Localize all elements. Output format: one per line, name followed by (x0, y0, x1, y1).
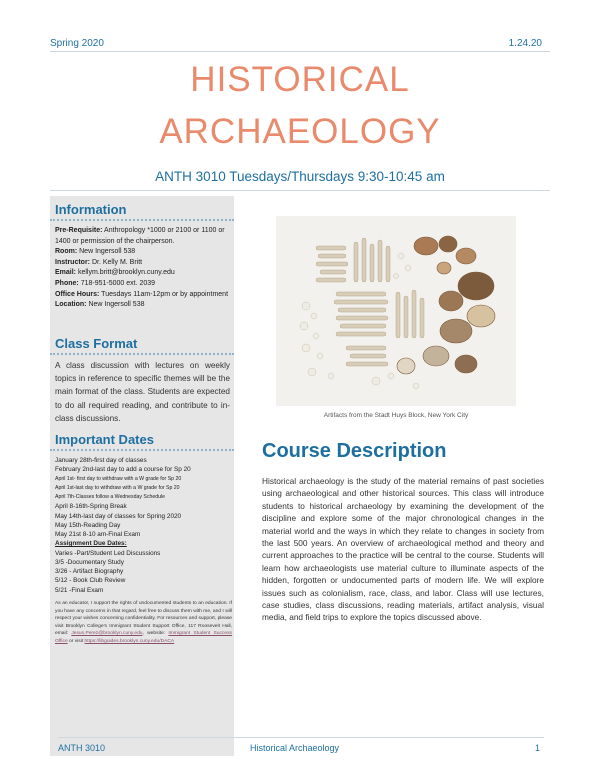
phone-value: 718-951-5000 ext. 2039 (80, 279, 156, 287)
office-hours-value: Tuesdays 11am-12pm or by appointment (101, 290, 229, 298)
subtitle-divider (50, 190, 550, 191)
office-hours-label: Office Hours: (55, 290, 100, 298)
note-email-link[interactable]: Jesus.Perez@brooklyn.cuny.edu (71, 631, 143, 637)
class-format-body: A class discussion with lectures on weekly topics in reference to specific themes will be the main format of the class. Students are expected to do all required reading, and contribute to in-class discussions. (55, 361, 230, 423)
course-description-heading: Course Description (262, 440, 447, 462)
important-dates-divider (50, 449, 234, 451)
room-value: New Ingersoll 538 (79, 248, 136, 256)
course-subtitle: ANTH 3010 Tuesdays/Thursdays 9:30-10:45 am (155, 169, 445, 184)
phone-label: Phone: (55, 279, 79, 287)
header-semester: Spring 2020 (50, 38, 104, 49)
information-divider (50, 219, 234, 221)
course-description-body: Historical archaeology is the study of the material remains of past societies using archaeological and other historical sources. This class will introduce students to historical archaeology by examining the development of the discipline and explore some of the major chronological changes in the material world and the ways in which they relate to changes in society from the last 500 years. An overview of archaeological method and theory and current approaches to the practice will be central to the course. Students will learn how archaeologists use material culture to illuminate aspects of the hidden, forgotten or undocumented parts of modern life. We will explore issues such as colonialism, race, class, and labor. Class will use lectures, case studies, class discussions, reading materials, artifact analysis, visual media, and field trips to explore the topics discussed above. (262, 476, 544, 623)
email-label: Email: (55, 269, 77, 277)
date-item: May 21st 8-10 am-Final Exam (55, 531, 141, 538)
page-title-line1: HISTORICAL (190, 60, 410, 99)
photo-caption: Artifacts from the Stadt Huys Block, New York City (323, 412, 469, 419)
important-dates-list (55, 456, 235, 595)
location-row (55, 300, 230, 311)
header-date: 1.24.20 (508, 38, 542, 49)
class-format-divider (50, 353, 234, 355)
artifacts-illustration (276, 216, 516, 406)
note-website-label: , website: (142, 631, 166, 637)
footer-course-code: ANTH 3010 (58, 743, 106, 753)
footer-course-name: Historical Archaeology (250, 743, 340, 753)
important-dates-heading: Important Dates (55, 432, 154, 447)
footer-divider (58, 737, 544, 738)
date-item: May 15th-Reading Day (55, 521, 121, 529)
instructor-row (55, 258, 230, 269)
date-item: April 8-16th-Spring Break (55, 503, 127, 511)
date-item: April 1st-last day to withdraw with a W grade for Sp 20 (55, 484, 180, 491)
date-item: April 7th-Classes follow a Wednesday Schedule (55, 494, 166, 500)
date-item: April 1st- first day to withdraw with a W grade for Sp 20 (55, 475, 182, 482)
note-url-link[interactable]: https://libguides.brooklyn.cuny.edu/DACA (84, 638, 175, 644)
instructor-value: Dr. Kelly M. Britt (91, 258, 143, 266)
date-item: January 28th-first day of classes (55, 457, 147, 464)
note-or-visit: or visit (69, 638, 84, 644)
location-label: Location: (55, 301, 87, 309)
class-format-heading: Class Format (55, 336, 138, 351)
email-value[interactable]: kellym.britt@brooklyn.cuny.edu (77, 269, 175, 277)
note-website-link[interactable]: Immigrant Student Success Office (55, 631, 232, 644)
location-value: New Ingersoll 538 (88, 301, 145, 309)
assignment-item: 3/5 -Documentary Study (55, 558, 124, 566)
prereq-label: Pre-Requisite: (55, 227, 103, 234)
assignment-item: 5/12 - Book Club Review (55, 577, 126, 585)
assignment-item: Varies -Part/Student Led Discussions (55, 549, 161, 557)
artifacts-photo (276, 216, 516, 406)
room-label: Room: (55, 248, 78, 256)
phone-row (55, 279, 230, 290)
prereq-value: Anthropology *1000 or 2100 or 1100 or 1400 or permission of the chairperson. (55, 227, 225, 245)
email-row (55, 268, 230, 279)
sidebar (50, 196, 234, 756)
office-hours-row (55, 290, 230, 301)
undocumented-students-note (55, 600, 232, 646)
assignment-item: 3/26 - Artifact Biography (55, 568, 124, 575)
prereq-row (55, 226, 230, 247)
date-item: February 2nd-last day to add a course for Sp 20 (55, 466, 191, 474)
instructor-label: Instructor: (55, 258, 90, 266)
assignment-due-heading: Assignment Due Dates: (55, 540, 127, 548)
note-text: As an educator, I support the rights of undocumented students to an education. If you have any concerns in that regard, feel free to discuss them with me, and I will respect your wishes concerning confidentiality. For resources and support, please visit Brooklyn College's Immigrant Student Support Office, 117 Roosevelt Hall, email: (55, 601, 232, 637)
room-row (55, 247, 230, 258)
footer-page-number: 1 (534, 743, 540, 753)
information-block (55, 226, 230, 311)
page-title-line2: ARCHAEOLOGY (159, 112, 441, 151)
information-heading: Information (55, 202, 127, 217)
assignment-item: 5/21 -Final Exam (55, 586, 104, 594)
date-item: May 14th-last day of classes for Spring 2020 (55, 512, 182, 520)
header-divider (50, 51, 550, 52)
